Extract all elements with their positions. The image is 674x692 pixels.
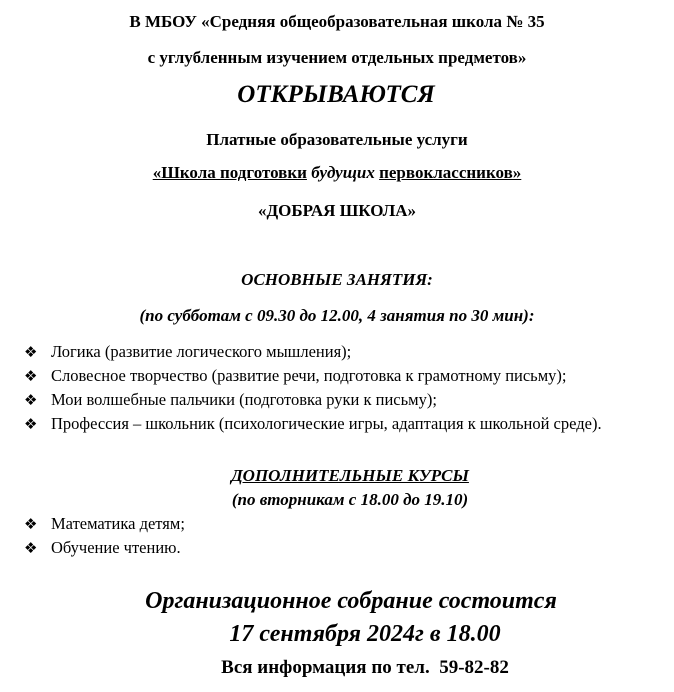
bullet-icon: ❖	[24, 515, 38, 533]
meeting-date: 17 сентября 2024г в 18.00	[229, 621, 501, 647]
bullet-icon: ❖	[24, 367, 38, 385]
program-title-part-2: будущих	[311, 163, 375, 182]
main-classes-title: ОСНОВНЫЕ ЗАНЯТИЯ:	[241, 270, 433, 289]
list-item-text: Обучение чтению.	[51, 538, 181, 557]
list-item-text: Словесное творчество (развитие речи, подготовка к грамотному письму);	[51, 366, 567, 385]
program-title	[0, 163, 674, 183]
list-item-text: Логика (развитие логического мышления);	[51, 342, 352, 361]
bullet-icon: ❖	[24, 539, 38, 557]
list-item-text: Математика детям;	[51, 514, 185, 533]
extra-courses-title: ДОПОЛНИТЕЛЬНЫЕ КУРСЫ	[231, 466, 469, 485]
program-title-part-1: «Школа подготовки	[152, 163, 307, 182]
list-item	[24, 536, 654, 560]
meeting-announcement: Организационное собрание состоится	[145, 588, 557, 614]
bullet-icon: ❖	[24, 343, 38, 361]
school-name: «ДОБРАЯ ШКОЛА»	[257, 201, 417, 220]
program-title-part-3: первоклассников»	[379, 163, 522, 182]
contact-phone: Вся информация по тел. 59-82-82	[221, 657, 509, 678]
list-item	[24, 340, 654, 364]
opening-title: ОТКРЫВАЮТСЯ	[237, 81, 435, 108]
list-item-text: Мои волшебные пальчики (подготовка руки к письму);	[51, 390, 437, 409]
bullet-icon: ❖	[24, 415, 38, 433]
header-school-line-1: В МБОУ «Средняя общеобразовательная школа № 35	[129, 12, 545, 31]
bullet-icon: ❖	[24, 391, 38, 409]
main-classes-list	[24, 340, 654, 436]
list-item	[24, 388, 654, 412]
extra-courses-list	[24, 512, 654, 560]
list-item	[24, 512, 654, 536]
services-title: Платные образовательные услуги	[206, 130, 468, 149]
list-item	[24, 364, 654, 388]
header-school-line-2: с углубленным изучением отдельных предметов»	[147, 48, 527, 67]
extra-courses-schedule: (по вторникам с 18.00 до 19.10)	[231, 490, 469, 509]
list-item-text: Профессия – школьник (психологические игры, адаптация к школьной среде).	[51, 414, 602, 433]
main-classes-schedule: (по субботам с 09.30 до 12.00, 4 занятия по 30 мин):	[139, 306, 535, 325]
list-item	[24, 412, 654, 436]
